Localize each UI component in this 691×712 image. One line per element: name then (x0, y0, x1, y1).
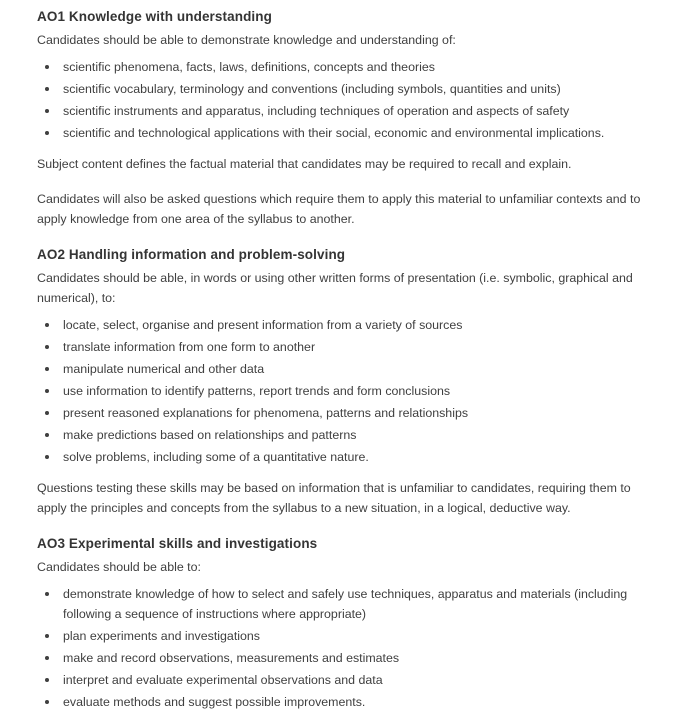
section-intro: Candidates should be able to: (37, 560, 201, 574)
bullet-item: scientific instruments and apparatus, including techniques of operation and aspects of safety (37, 101, 663, 121)
section-heading: AO3 Experimental skills and investigations (37, 536, 318, 551)
paragraph-group (37, 478, 663, 518)
bullet-list (37, 584, 663, 712)
section-heading: AO1 Knowledge with understanding (37, 9, 272, 24)
bullet-item: translate information from one form to another (37, 337, 663, 357)
bullet-list (37, 315, 663, 467)
bullet-item: manipulate numerical and other data (37, 359, 663, 379)
bullet-item: locate, select, organise and present information from a variety of sources (37, 315, 663, 335)
body-paragraph: Candidates will also be asked questions which require them to apply this material to unfamiliar contexts and to apply knowledge from one area of the syllabus to another. (37, 192, 641, 226)
paragraph-group (37, 154, 663, 229)
section-heading: AO2 Handling information and problem-solving (37, 247, 346, 262)
body-paragraph: Questions testing these skills may be based on information that is unfamiliar to candidates, requiring them to apply the principles and concepts from the syllabus to a new situation, in a logical, deductive way. (37, 481, 631, 515)
section-intro: Candidates should be able to demonstrate knowledge and understanding of: (37, 33, 456, 47)
bullet-item: scientific vocabulary, terminology and conventions (including symbols, quantities and units) (37, 79, 663, 99)
bullet-list (37, 57, 663, 143)
bullet-item: scientific and technological applications with their social, economic and environmental implications. (37, 123, 663, 143)
bullet-item: scientific phenomena, facts, laws, definitions, concepts and theories (37, 57, 663, 77)
section-ao1 (37, 7, 663, 229)
bullet-item: use information to identify patterns, report trends and form conclusions (37, 381, 663, 401)
bullet-item: make and record observations, measurements and estimates (37, 648, 663, 668)
section-intro: Candidates should be able, in words or using other written forms of presentation (i.e. symbolic, graphical and numerical), to: (37, 271, 633, 305)
bullet-item: present reasoned explanations for phenomena, patterns and relationships (37, 403, 663, 423)
section-ao3 (37, 534, 663, 712)
bullet-item: plan experiments and investigations (37, 626, 663, 646)
bullet-item: demonstrate knowledge of how to select and safely use techniques, apparatus and materials (including following a sequence of instructions where appropriate) (37, 584, 663, 624)
body-paragraph: Subject content defines the factual material that candidates may be required to recall and explain. (37, 157, 572, 171)
section-ao2 (37, 245, 663, 518)
bullet-item: interpret and evaluate experimental observations and data (37, 670, 663, 690)
bullet-item: evaluate methods and suggest possible improvements. (37, 692, 663, 712)
bullet-item: make predictions based on relationships and patterns (37, 425, 663, 445)
bullet-item: solve problems, including some of a quantitative nature. (37, 447, 663, 467)
